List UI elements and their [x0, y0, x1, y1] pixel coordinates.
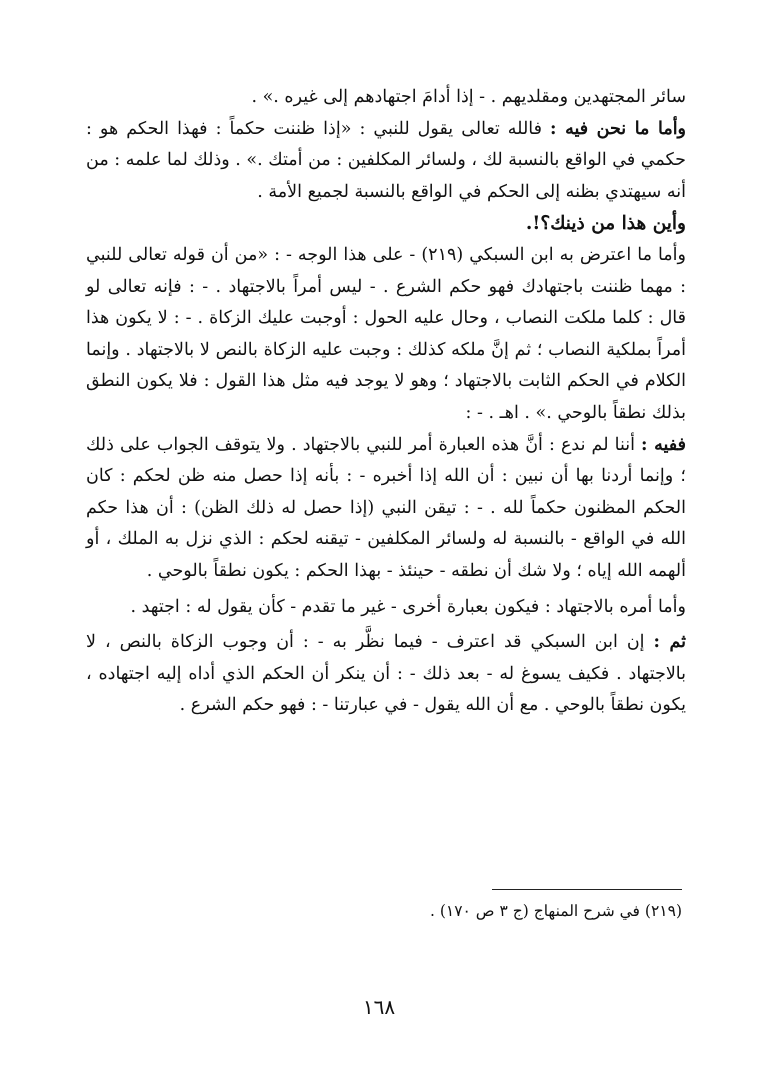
paragraph-6	[86, 627, 686, 722]
page-number: ١٦٨	[362, 995, 396, 1019]
paragraph-1-text: سائر المجتهدين ومقلديهم . - إذا أدامَ اجتهادهم إلى غيره .» .	[251, 87, 686, 107]
footnote-divider	[492, 889, 682, 890]
paragraph-2	[86, 114, 686, 209]
section-heading: وأين هذا من ذينك؟!.	[525, 213, 686, 235]
paragraph-3-text: وأما ما اعترض به ابن السبكي (٢١٩) - على هذا الوجه - : «من أن قوله تعالى للنبي : مهما ظننت باجتهادك فهو حكم الشرع . - ليس أمراً بالاجتهاد . - : فإنه تعالى لو قال : كلما ملكت النصاب ، وحال عليه الحول : أوجبت عليك الزكاة . - : لا يكون هذا أمراً بملكية النصاب ؛ ثم إنَّ ملكه كذلك : وجبت عليه الزكاة بالنص لا بالاجتهاد . وإنما الكلام في الحكم الثابت بالاجتهاد ؛ وهو لا يوجد فيه مثل هذا القول : فلا يكون النطق بذلك نطقاً بالوحي .» . اهـ . - :	[86, 244, 686, 423]
paragraph-4	[86, 430, 686, 588]
paragraph-5	[86, 592, 686, 624]
paragraph-4-lead: ففيه :	[641, 434, 686, 455]
paragraph-6-lead: ثم :	[653, 632, 686, 653]
paragraph-4-text: أننا لم ندع : أنَّ هذه العبارة أمر للنبي بالاجتهاد . ولا يتوقف الجواب على ذلك ؛ وإنما أردنا بها أن نبين : أن الله إذا أخبره - : بأنه إذا حصل منه ظن لحكم : كان الحكم المظنون حكماً لله . - : تيقن النبي (إذا حصل له ذلك الظن) : أن هذا حكم الله في الواقع - بالنسبة له ولسائر المكلفين - تيقنه لحكم : الذي نزل به الملك ، أو ألهمه الله إياه ؛ ولا شك أن نطقه - حينئذ - بهذا الحكم : يكون نطقاً بالوحي .	[86, 434, 686, 581]
paragraph-2-text: فالله تعالى يقول للنبي : «إذا ظننت حكماً : فهذا الحكم هو : حكمي في الواقع بالنسبة لك ، ولسائر المكلفين : من أمتك .» . وذلك لما علمه : من أنه سيهتدي بظنه إلى الحكم في الواقع بالنسبة لجميع الأمة .	[86, 118, 686, 202]
paragraph-2-lead: وأما ما نحن فيه :	[550, 118, 687, 139]
paragraph-3	[86, 240, 686, 430]
paragraph-1	[86, 82, 686, 114]
footnote: (٢١٩) في شرح المنهاج (ج ٣ ص ١٧٠) .	[429, 902, 682, 920]
paragraph-5-text: وأما أمره بالاجتهاد : فيكون بعبارة أخرى - غير ما تقدم - كأن يقول له : اجتهد .	[130, 596, 686, 617]
main-text	[86, 82, 686, 722]
paragraph-6-text: إن ابن السبكي قد اعترف - فيما نظَّر به - : أن وجوب الزكاة بالنص ، لا بالاجتهاد . فكيف يسوغ له - بعد ذلك - : أن ينكر أن الحكم الذي أداه إليه اجتهاده ، يكون نطقاً بالوحي . مع أن الله يقول - في عبارتنا - : فهو حكم الشرع .	[86, 632, 686, 716]
